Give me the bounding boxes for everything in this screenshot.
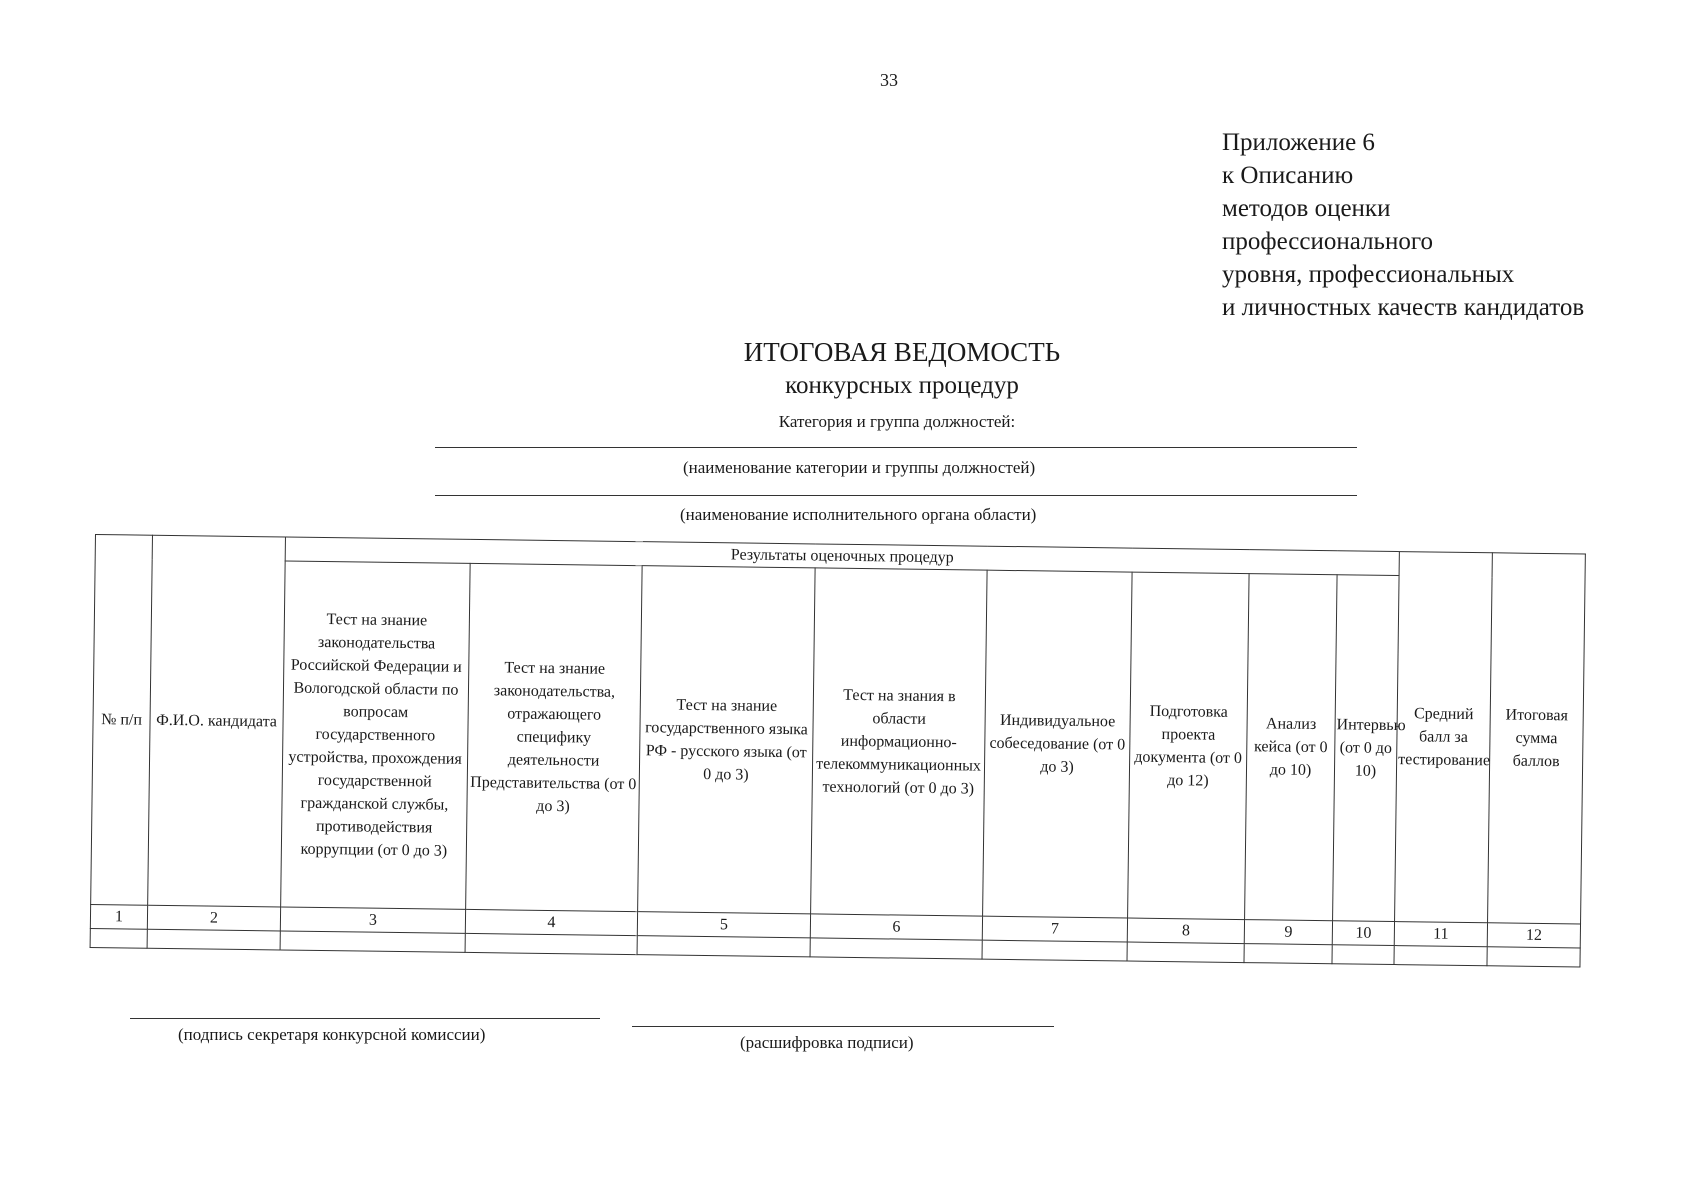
column-number: 4 [465,909,637,935]
column-number: 10 [1332,921,1394,946]
column-header-it-test: Тест на знания в области информационно-телекоммуникационных технологий (от 0 до 3) [811,568,988,916]
column-header-language-test: Тест на знание государственного языка РФ - русского языка (от 0 до 3) [638,566,816,914]
empty-cell [637,936,810,957]
organ-caption: (наименование исполнительного органа области) [680,505,1037,524]
empty-cell [1332,945,1394,965]
column-header-number: № п/п [91,535,153,906]
column-number: 12 [1487,923,1580,948]
results-table [90,534,1586,967]
secretary-signature-caption: (подпись секретаря конкурсной комиссии) [178,1025,486,1044]
group-header-results: Результаты оценочных процедур [285,537,1399,576]
column-header-law-test: Тест на знание законодательства Российской Федерации и Вологодской области по вопросам государственного устройства, прохождения государственной гражданской службы, противодействия коррупции (от 0 до 3) [281,561,471,909]
column-number: 8 [1127,918,1244,944]
decoding-signature-caption: (расшифровка подписи) [740,1033,914,1052]
column-number: 6 [810,914,982,940]
empty-cell [1127,942,1244,963]
column-header-case-analysis: Анализ кейса (от 0 до 10) [1245,574,1338,921]
appendix-line: и личностных качеств кандидатов [1222,294,1585,321]
document-subtitle: конкурсных процедур [785,372,1019,399]
column-number: 11 [1394,922,1487,947]
column-header-total-score: Итоговая сумма баллов [1488,553,1586,924]
column-number: 1 [90,904,147,929]
appendix-line: Приложение 6 [1222,129,1375,156]
column-number: 9 [1244,920,1332,945]
column-header-average-score: Средний балл за тестирование [1395,552,1493,923]
column-header-specific-law-test: Тест на знание законодательства, отражающего специфику деятельности Представительства (от 0 до 3) [466,563,643,911]
empty-cell [465,933,637,954]
column-header-document-draft: Подготовка проекта документа (от 0 до 12) [1128,572,1250,920]
appendix-line: к Описанию [1222,162,1354,189]
empty-cell [982,940,1127,961]
column-header-fio: Ф.И.О. кандидата [148,535,286,907]
column-number: 2 [147,905,280,931]
document-title: ИТОГОВАЯ ВЕДОМОСТЬ [743,337,1061,367]
empty-cell [280,931,465,952]
appendix-line: профессионального [1222,228,1433,255]
empty-cell [147,929,280,950]
category-fill-line [435,447,1357,448]
column-number: 5 [637,912,810,938]
organ-fill-line [435,495,1357,496]
secretary-signature-line [130,1018,600,1019]
appendix-line: методов оценки [1222,195,1391,222]
column-number: 3 [280,907,465,933]
appendix-note [1222,126,1584,324]
column-header-interview: Интервью (от 0 до 10) [1333,575,1400,922]
page-number: 33 [880,70,898,90]
empty-cell [1244,944,1332,964]
category-caption: (наименование категории и группы должностей) [683,458,1036,477]
empty-cell [90,928,147,948]
decoding-signature-line [632,1026,1054,1027]
column-header-interview-individual: Индивидуальное собеседование (от 0 до 3) [983,570,1133,918]
column-number: 7 [982,916,1127,942]
results-table-wrapper [90,534,1585,967]
empty-cell [810,938,982,959]
appendix-line: уровня, профессиональных [1222,261,1515,288]
empty-cell [1487,947,1580,967]
category-label: Категория и группа должностей: [778,412,1016,431]
table-header-row [91,559,1585,924]
empty-cell [1394,946,1487,966]
